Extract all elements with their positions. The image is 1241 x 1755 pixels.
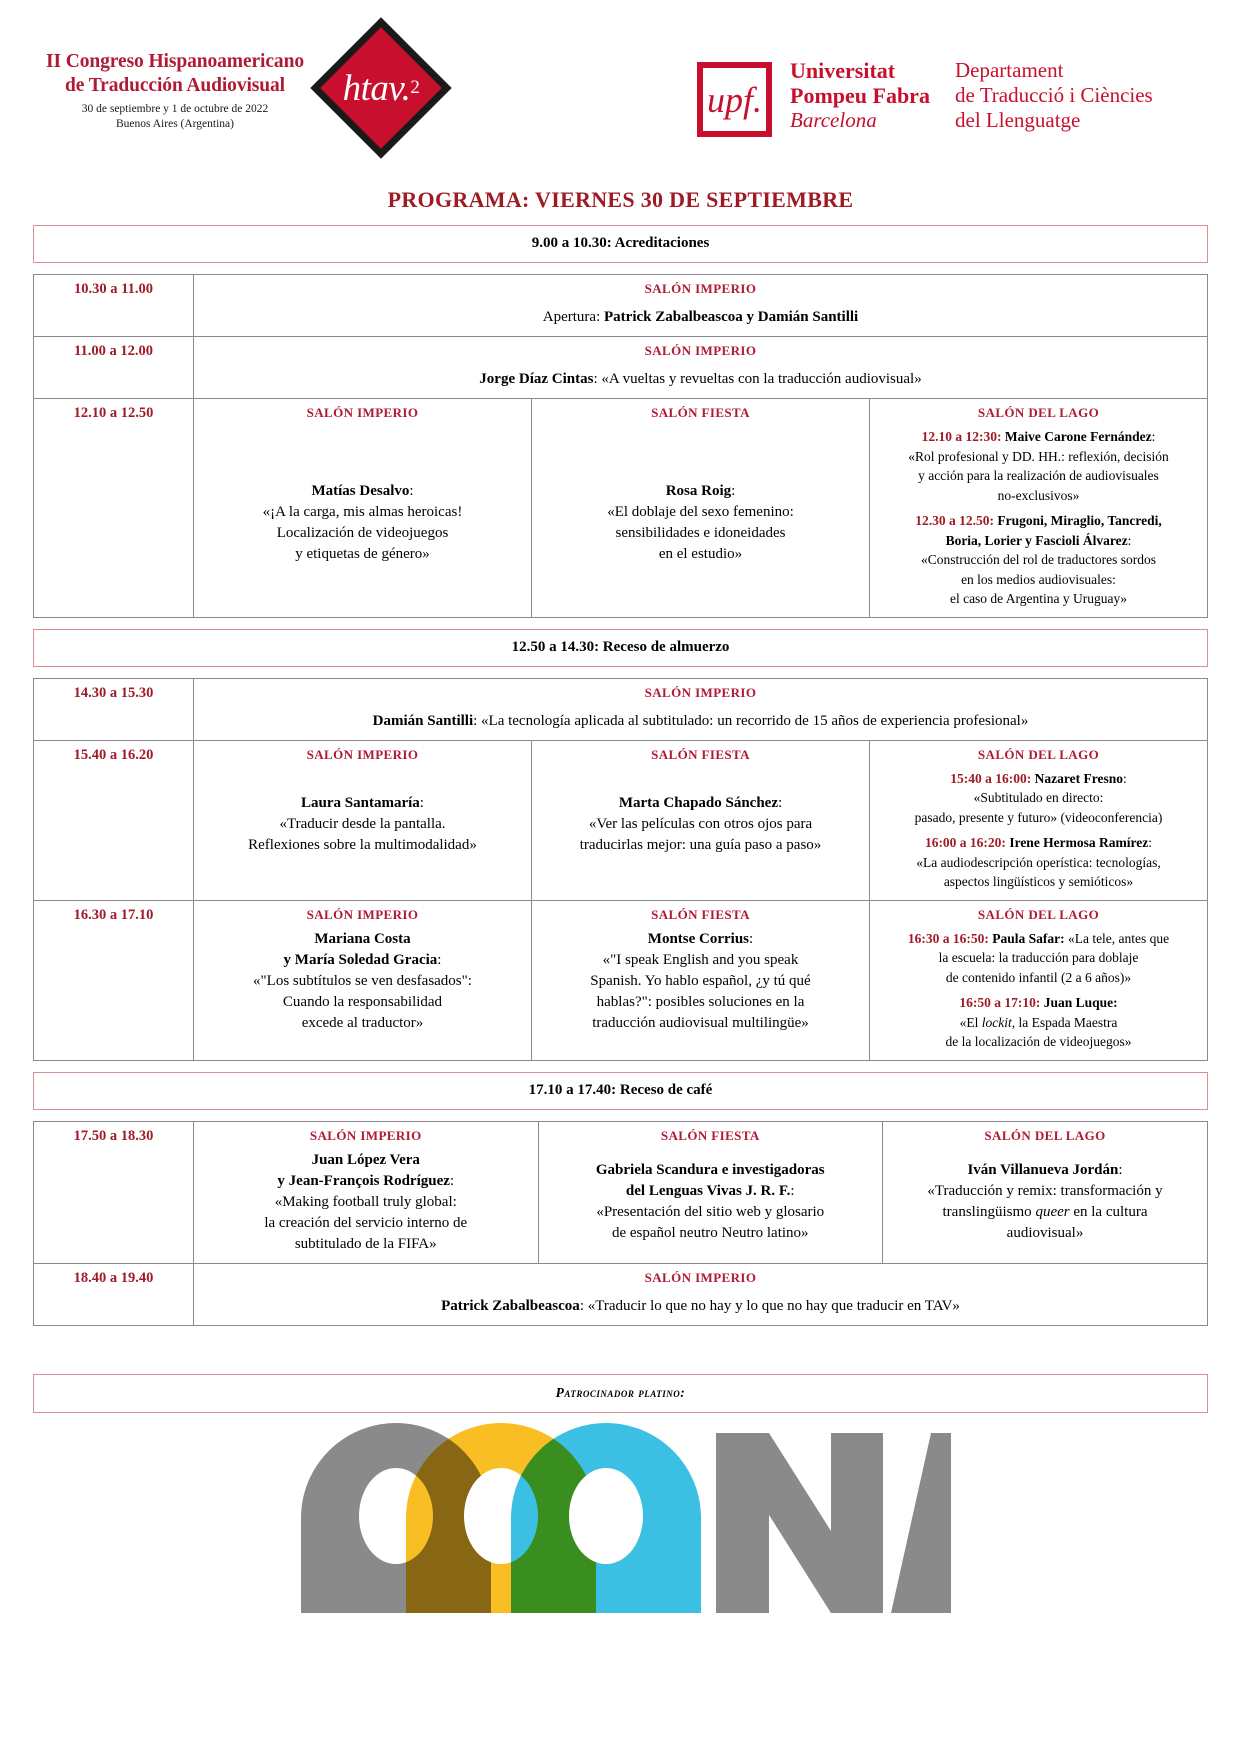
session-colon: : bbox=[593, 371, 602, 387]
session-entry bbox=[201, 929, 524, 1034]
session-time: 12.10 a 12:30: bbox=[921, 429, 1002, 444]
session-speaker: Gabriela Scandura e investigadoras bbox=[595, 1161, 825, 1178]
row-col-fiesta bbox=[532, 740, 870, 900]
session-entry bbox=[201, 793, 524, 856]
program-table-afternoon bbox=[33, 678, 1208, 1061]
session-speaker: Rosa Roig bbox=[665, 483, 732, 499]
session-title: «A vueltas y revueltas con la traducción audiovisual» bbox=[601, 371, 922, 387]
session-colon: : bbox=[579, 1297, 588, 1314]
session-title-pre: «El bbox=[959, 1014, 982, 1030]
program-table-evening bbox=[33, 1121, 1208, 1326]
row-col-imperio bbox=[194, 399, 532, 618]
doona-logo-svg bbox=[291, 1423, 951, 1633]
room-label: SALÓN IMPERIO bbox=[306, 906, 419, 922]
session-title-line: Localización de videojuegos bbox=[276, 525, 449, 541]
session-colon: : bbox=[1148, 835, 1153, 850]
row-time: 17.50 a 18.30 bbox=[34, 1121, 194, 1263]
session-speaker: Laura Santamaría bbox=[301, 794, 420, 811]
session-entry bbox=[201, 369, 1200, 390]
htav-logo-superscript: 2 bbox=[410, 77, 420, 98]
session-speaker: Juan Luque: bbox=[1043, 995, 1118, 1010]
room-label: SALÓN IMPERIO bbox=[309, 1127, 422, 1143]
session-entry bbox=[877, 993, 1200, 1052]
session-title-line: pasado, presente y futuro» (videoconferencia) bbox=[914, 809, 1163, 825]
session-speaker: Jorge Díaz Cintas bbox=[479, 371, 594, 387]
room-label: SALÓN DEL LAGO bbox=[977, 405, 1100, 420]
session-title-line: «Construcción del rol de traductores sordos bbox=[920, 552, 1157, 567]
session-title-line: «La audiodescripción operística: tecnologías, bbox=[916, 854, 1161, 870]
session-colon: : bbox=[449, 1172, 455, 1189]
session-title-line: de español neutro Neutro latino» bbox=[611, 1224, 809, 1241]
row-col-fiesta bbox=[532, 900, 870, 1060]
session-colon: : bbox=[1118, 1161, 1123, 1178]
session-time: 16:00 a 16:20: bbox=[924, 835, 1006, 850]
session-lead: Apertura: bbox=[542, 309, 601, 325]
session-title-line: en los medios audiovisuales: bbox=[961, 571, 1116, 587]
session-title-line: Spanish. Yo hablo español, ¿y tú qué bbox=[590, 972, 811, 989]
band-acreditaciones: 9.00 a 10.30: Acreditaciones bbox=[33, 225, 1208, 263]
page-title: PROGRAMA: VIERNES 30 DE SEPTIEMBRE bbox=[387, 187, 854, 212]
session-title-line: «Traducir desde la pantalla. bbox=[279, 815, 446, 832]
session-title-line: sensibilidades e idoneidades bbox=[615, 525, 786, 541]
congress-title-line1: II Congreso Hispanoamericano bbox=[46, 51, 304, 72]
session-title-line: aspectos lingüísticos y semióticos» bbox=[943, 874, 1134, 889]
session-entry bbox=[539, 793, 862, 856]
session-title-line: «Presentación del sitio web y glosario bbox=[596, 1203, 825, 1220]
session-entry bbox=[201, 1150, 531, 1255]
session-time: 15:40 a 16:00: bbox=[950, 770, 1032, 786]
session-title-line: la escuela: la traducción para doblaje bbox=[938, 950, 1139, 965]
session-speaker-cont: y María Soledad Gracia bbox=[283, 951, 438, 968]
session-title-italic: lockit bbox=[981, 1014, 1012, 1030]
row-col-lago bbox=[870, 740, 1208, 900]
session-entry bbox=[201, 711, 1200, 732]
upf-logo-mark bbox=[697, 62, 772, 137]
session-entry bbox=[546, 1160, 876, 1244]
session-title-line: «El doblaje del sexo femenino: bbox=[607, 504, 794, 520]
upf-name-line2: Pompeu Fabra bbox=[790, 83, 930, 108]
congress-title-block bbox=[40, 50, 310, 131]
session-speaker: Damián Santilli bbox=[372, 712, 474, 729]
doona-letter-o-cyan bbox=[511, 1423, 701, 1613]
session-time: 12.30 a 12.50: bbox=[915, 513, 994, 528]
session-title-line: no-exclusivos» bbox=[997, 487, 1080, 503]
session-entry bbox=[201, 481, 524, 565]
session-entry bbox=[890, 1160, 1200, 1244]
session-title-line: de la localización de videojuegos» bbox=[945, 1034, 1132, 1049]
row-col-lago bbox=[883, 1121, 1208, 1263]
room-label: SALÓN DEL LAGO bbox=[977, 906, 1100, 922]
room-label: SALÓN IMPERIO bbox=[644, 1269, 757, 1285]
session-speaker: Irene Hermosa Ramírez bbox=[1009, 835, 1149, 850]
session-title-post: en la cultura bbox=[1069, 1203, 1148, 1220]
table-row bbox=[34, 1121, 1208, 1263]
page-header bbox=[0, 0, 1241, 175]
session-colon: : bbox=[731, 483, 736, 499]
session-speaker: Patrick Zabalbeascoa bbox=[441, 1297, 580, 1314]
session-entry bbox=[539, 929, 862, 1034]
row-col-lago bbox=[870, 900, 1208, 1060]
session-colon: : bbox=[790, 1182, 795, 1199]
session-title-line: «La tele, antes que bbox=[1067, 930, 1170, 946]
upf-logo-text: upf. bbox=[706, 79, 762, 120]
session-colon: : bbox=[419, 794, 424, 811]
session-title-line: el caso de Argentina y Uruguay» bbox=[949, 591, 1128, 606]
room-label: SALÓN IMPERIO bbox=[306, 405, 419, 420]
session-entry bbox=[201, 1296, 1200, 1317]
sponsor-logo-doona bbox=[0, 1423, 1241, 1633]
session-title-line: y acción para la realización de audiovisuales bbox=[918, 468, 1159, 483]
session-time: 16:50 a 17:10: bbox=[959, 995, 1041, 1010]
session-title-line: «Rol profesional y DD. HH.: reflexión, decisión bbox=[908, 448, 1169, 464]
row-col-imperio bbox=[194, 740, 532, 900]
row-col-fiesta bbox=[532, 399, 870, 618]
session-speaker-cont: Boria, Lorier y Fascioli Álvarez bbox=[945, 532, 1128, 548]
row-content bbox=[194, 275, 1208, 337]
session-colon: : bbox=[778, 794, 783, 811]
room-label: SALÓN IMPERIO bbox=[306, 746, 419, 762]
session-speaker: Maive Carone Fernández bbox=[1004, 429, 1152, 444]
session-entry bbox=[877, 769, 1200, 828]
doona-letter-a-gray bbox=[891, 1433, 951, 1613]
session-title: «Traducir lo que no hay y lo que no hay que traducir en TAV» bbox=[587, 1297, 960, 1314]
session-title-line: subtitulado de la FIFA» bbox=[294, 1235, 437, 1252]
session-speaker: Mariana Costa bbox=[314, 930, 411, 947]
row-time: 10.30 a 11.00 bbox=[34, 275, 194, 337]
htav-logo-wordmark: htav. bbox=[342, 67, 411, 109]
room-label: SALÓN FIESTA bbox=[651, 746, 750, 762]
room-label: SALÓN DEL LAGO bbox=[984, 1127, 1106, 1143]
room-label: SALÓN IMPERIO bbox=[644, 684, 757, 700]
session-colon: : bbox=[473, 712, 482, 729]
table-row bbox=[34, 678, 1208, 740]
session-title-line: la creación del servicio interno de bbox=[264, 1214, 468, 1231]
program-sheet bbox=[33, 225, 1208, 1326]
session-entry bbox=[877, 427, 1200, 505]
room-label: SALÓN IMPERIO bbox=[644, 343, 757, 358]
session-colon: : bbox=[1127, 532, 1132, 548]
session-speaker-cont: y Jean-François Rodríguez bbox=[277, 1172, 450, 1189]
row-content bbox=[194, 1263, 1208, 1325]
session-entry bbox=[877, 833, 1200, 892]
row-time: 14.30 a 15.30 bbox=[34, 678, 194, 740]
session-title-line: en el estudio» bbox=[658, 546, 743, 562]
room-label: SALÓN FIESTA bbox=[651, 906, 750, 922]
upf-dept-line3: del Llenguatge bbox=[955, 108, 1081, 132]
congress-place: Buenos Aires (Argentina) bbox=[116, 118, 234, 130]
row-time: 18.40 a 19.40 bbox=[34, 1263, 194, 1325]
session-title-line: «"Los subtítulos se ven desfasados": bbox=[253, 972, 472, 989]
session-speaker: Montse Corrius bbox=[647, 930, 750, 947]
session-title-line: traducirlas mejor: una guía paso a paso» bbox=[579, 836, 822, 853]
session-colon: : bbox=[437, 951, 442, 968]
row-col-fiesta bbox=[538, 1121, 883, 1263]
table-row bbox=[34, 399, 1208, 618]
session-entry bbox=[877, 929, 1200, 988]
session-title-line: «Making football truly global: bbox=[274, 1193, 457, 1210]
band-cafe: 17.10 a 17.40: Receso de café bbox=[33, 1072, 1208, 1110]
congress-title-line2: de Traducción Audiovisual bbox=[64, 75, 285, 96]
table-row bbox=[34, 337, 1208, 399]
session-entry bbox=[201, 307, 1200, 328]
table-row bbox=[34, 740, 1208, 900]
row-col-imperio bbox=[194, 900, 532, 1060]
session-title-line: excede al traductor» bbox=[301, 1014, 424, 1031]
sponsor-label: Patrocinador platino: bbox=[555, 1384, 686, 1400]
room-label: SALÓN IMPERIO bbox=[644, 281, 757, 296]
table-row bbox=[34, 275, 1208, 337]
session-title-line: «Subtitulado en directo: bbox=[973, 790, 1104, 805]
upf-department-name bbox=[955, 58, 1153, 133]
row-col-lago bbox=[870, 399, 1208, 618]
session-entry bbox=[877, 511, 1200, 609]
session-colon: : bbox=[409, 483, 414, 499]
band-almuerzo: 12.50 a 14.30: Receso de almuerzo bbox=[33, 629, 1208, 667]
session-colon: : bbox=[749, 930, 754, 947]
upf-name-line1: Universitat bbox=[790, 58, 896, 83]
row-time: 11.00 a 12.00 bbox=[34, 337, 194, 399]
htav-logo-text bbox=[305, 12, 457, 164]
session-title-post: , la Espada Maestra bbox=[1011, 1014, 1118, 1030]
upf-university-name bbox=[790, 58, 930, 133]
htav-diamond-logo bbox=[305, 12, 457, 164]
doona-letter-n-gray bbox=[716, 1433, 883, 1613]
room-label: SALÓN DEL LAGO bbox=[977, 746, 1100, 762]
session-title-line: «"I speak English and you speak bbox=[602, 951, 799, 968]
session-speaker: Matías Desalvo bbox=[311, 483, 410, 499]
congress-dates: 30 de septiembre y 1 de octubre de 2022 bbox=[81, 103, 269, 115]
upf-dept-line1: Departament bbox=[955, 58, 1064, 82]
session-title-pre: translingüismo bbox=[942, 1203, 1036, 1220]
session-speaker-cont: del Lenguas Vivas J. R. F. bbox=[625, 1182, 791, 1199]
session-colon: : bbox=[1122, 770, 1127, 786]
room-label: SALÓN FIESTA bbox=[651, 405, 750, 420]
table-row bbox=[34, 900, 1208, 1060]
row-time: 15.40 a 16.20 bbox=[34, 740, 194, 900]
session-speaker: Iván Villanueva Jordán bbox=[967, 1161, 1119, 1178]
session-title-line: de contenido infantil (2 a 6 años)» bbox=[945, 969, 1132, 985]
session-title-line: Cuando la responsabilidad bbox=[282, 993, 443, 1010]
row-content bbox=[194, 337, 1208, 399]
session-speaker: Paula Safar: bbox=[992, 930, 1065, 946]
session-speakers: Patrick Zabalbeascoa y Damián Santilli bbox=[604, 309, 859, 325]
session-title-line: «¡A la carga, mis almas heroicas! bbox=[262, 504, 463, 520]
session-title-line: hablas?": posibles soluciones en la bbox=[596, 993, 805, 1010]
room-label: SALÓN FIESTA bbox=[660, 1127, 760, 1143]
session-speaker: Juan López Vera bbox=[311, 1151, 420, 1168]
session-title-line: audiovisual» bbox=[1006, 1224, 1084, 1241]
session-title-line: Reflexiones sobre la multimodalidad» bbox=[248, 836, 477, 853]
row-content bbox=[194, 678, 1208, 740]
session-speaker: Nazaret Fresno bbox=[1034, 770, 1123, 786]
upf-dept-line2: de Traducció i Ciències bbox=[955, 83, 1153, 107]
band-patrocinador bbox=[33, 1374, 1208, 1413]
session-colon: : bbox=[1151, 429, 1156, 444]
row-time: 12.10 a 12.50 bbox=[34, 399, 194, 618]
session-speaker: Marta Chapado Sánchez bbox=[618, 794, 778, 811]
table-row bbox=[34, 1263, 1208, 1325]
session-title: «La tecnología aplicada al subtitulado: un recorrido de 15 años de experiencia profesional» bbox=[481, 712, 1029, 729]
session-time: 16:30 a 16:50: bbox=[907, 930, 989, 946]
session-title-line: «Traducción y remix: transformación y bbox=[927, 1182, 1163, 1199]
row-col-imperio bbox=[194, 1121, 539, 1263]
session-title-line: «Ver las películas con otros ojos para bbox=[588, 815, 813, 832]
row-time: 16.30 a 17.10 bbox=[34, 900, 194, 1060]
session-speaker: Frugoni, Miraglio, Tancredi, bbox=[997, 513, 1162, 528]
session-entry bbox=[539, 481, 862, 565]
session-title-line: y etiquetas de género» bbox=[295, 546, 430, 562]
upf-name-line3: Barcelona bbox=[790, 108, 877, 132]
session-title-italic: queer bbox=[1035, 1203, 1070, 1220]
session-title-line: traducción audiovisual multilingüe» bbox=[592, 1014, 809, 1031]
program-table-morning bbox=[33, 274, 1208, 618]
